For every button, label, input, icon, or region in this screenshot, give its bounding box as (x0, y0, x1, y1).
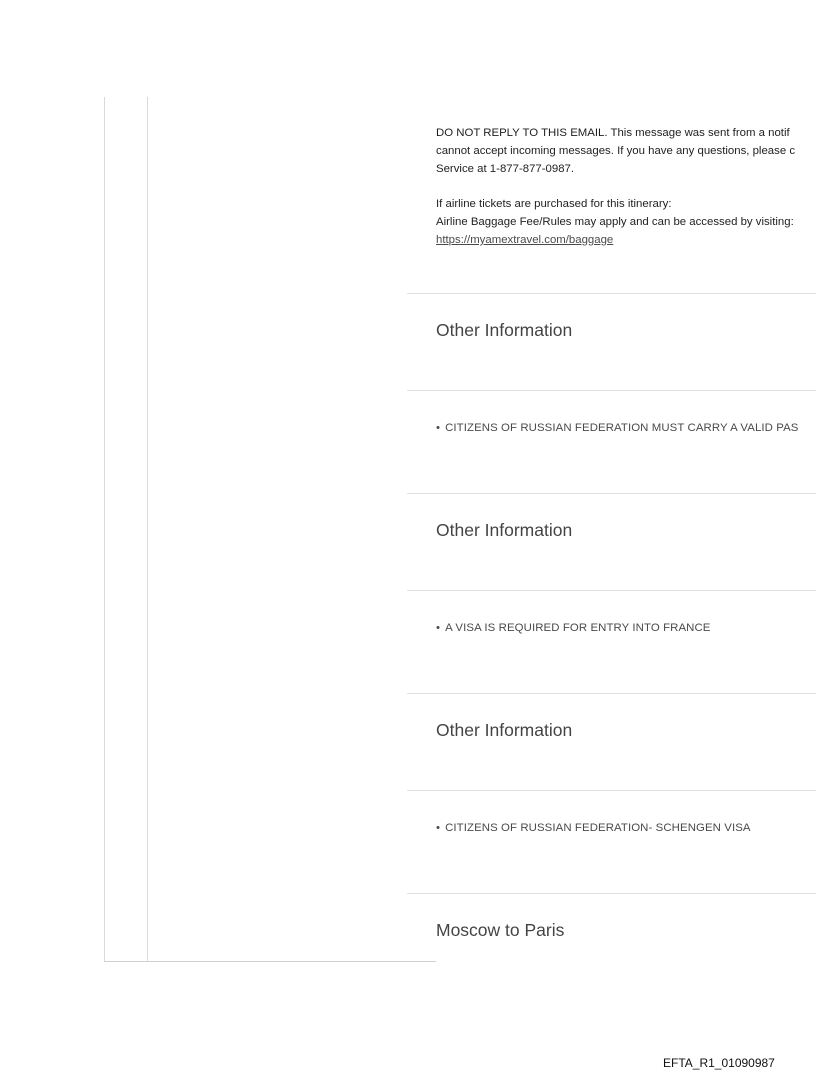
notice-line: Service at 1-877-877-0987. (436, 163, 575, 175)
section-title-other-information: Other Information (436, 320, 573, 340)
email-content-column (436, 0, 816, 1073)
section-title-other-information: Other Information (436, 720, 573, 740)
do-not-reply-notice (436, 124, 816, 249)
info-item (436, 822, 751, 834)
info-item (436, 622, 711, 634)
notice-line: DO NOT REPLY TO THIS EMAIL. This message was sent from a notif (436, 127, 790, 139)
baggage-link[interactable]: https://myamextravel.com/baggage (436, 234, 614, 246)
info-item-text: CITIZENS OF RUSSIAN FEDERATION MUST CARRY A VALID PAS (445, 422, 799, 434)
notice-line: Airline Baggage Fee/Rules may apply and can be accessed by visiting: (436, 216, 794, 228)
info-item (436, 422, 799, 434)
info-item-text: A VISA IS REQUIRED FOR ENTRY INTO FRANCE (445, 622, 711, 634)
bullet-icon: • (436, 422, 441, 434)
bullet-icon: • (436, 822, 441, 834)
notice-line: If airline tickets are purchased for this itinerary: (436, 198, 672, 210)
bullet-icon: • (436, 622, 441, 634)
section-title-other-information: Other Information (436, 520, 573, 540)
document-id-footer: EFTA_R1_01090987 (663, 1056, 775, 1070)
route-title: Moscow to Paris (436, 920, 565, 940)
notice-line: cannot accept incoming messages. If you have any questions, please c (436, 145, 796, 157)
frame-inner-border (147, 97, 148, 961)
frame-left-border (104, 97, 105, 961)
info-item-text: CITIZENS OF RUSSIAN FEDERATION- SCHENGEN VISA (445, 822, 751, 834)
frame-bottom-border (104, 961, 436, 962)
